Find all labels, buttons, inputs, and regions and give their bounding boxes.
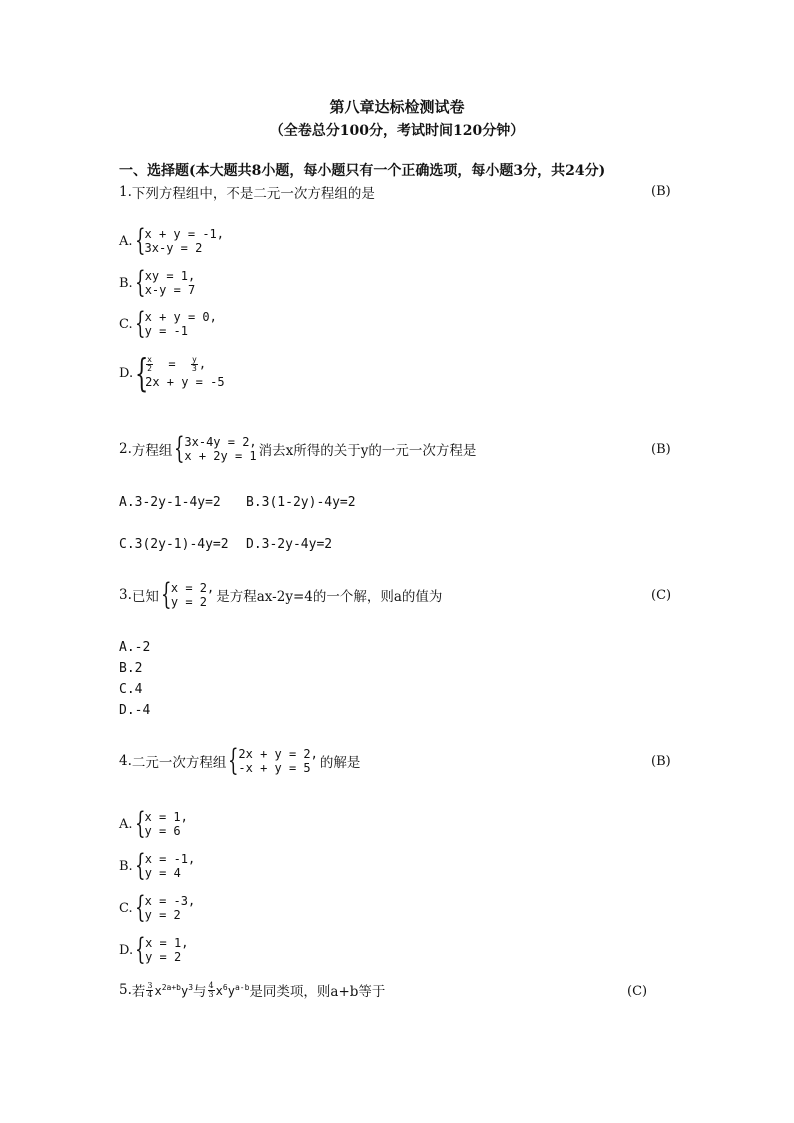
brace-icon: {	[134, 806, 146, 841]
fraction: $\frac{x}{2}$	[147, 354, 152, 373]
equation-line: y = 6	[144, 824, 181, 838]
fraction: $\frac{3}{4}$	[147, 980, 153, 999]
question-4	[119, 743, 361, 778]
option-label: D.	[119, 942, 134, 958]
equation-system	[135, 932, 189, 967]
question-3	[119, 577, 443, 612]
q4-option-b	[119, 848, 197, 883]
question-2	[119, 431, 477, 466]
equation-line: x-y = 7	[144, 283, 196, 297]
option-label: A.	[119, 233, 133, 249]
option-label: C.	[119, 316, 133, 332]
q3-option-a: A.-2	[119, 640, 151, 655]
equation-system	[134, 806, 188, 841]
equation-line: x = 2,	[170, 581, 215, 595]
equation-line: x = -3,	[144, 894, 196, 908]
question-1-answer: (B)	[651, 184, 671, 199]
q4-option-d	[119, 932, 190, 967]
q2-option-d: D.3-2y-4y=2	[246, 537, 333, 552]
q3-option-c: C.4	[119, 682, 143, 697]
equation-system	[134, 890, 196, 925]
term-2: $x^6y^{a-b}$	[215, 982, 250, 998]
equation-system	[174, 431, 257, 466]
q2-option-b: B.3(1-2y)-4y=2	[246, 495, 356, 510]
equation-line: -x + y = 5	[238, 761, 311, 775]
equation-system	[134, 223, 225, 258]
fraction: $\frac{y}{3}$	[192, 354, 197, 373]
brace-icon: {	[135, 351, 149, 395]
page-subtitle: （全卷总分100分，考试时间120分钟）	[269, 123, 525, 139]
q4-option-a	[119, 806, 190, 841]
q2-option-a: A.3-2y-1-4y=2	[119, 495, 221, 510]
equation-line: x + y = 0,	[144, 310, 217, 324]
equation-line: y = 2	[145, 950, 182, 964]
q2-options-row2	[119, 537, 332, 552]
q2-option-c: C.3(2y-1)-4y=2	[119, 537, 229, 552]
question-5	[119, 980, 385, 1000]
q3-option-b: B.2	[119, 661, 143, 676]
equation-line: y = -1	[144, 324, 188, 338]
equation-line: 2x + y = 2,	[238, 747, 318, 761]
question-text: 二元一次方程组	[131, 755, 227, 771]
brace-icon: {	[134, 223, 146, 258]
equation-system	[160, 577, 215, 612]
q4-option-c	[119, 890, 197, 925]
brace-icon: {	[135, 932, 146, 967]
question-text: 方程组	[131, 443, 173, 459]
option-label: D.	[119, 365, 134, 381]
q1-option-d	[119, 351, 227, 395]
q2-options-row1	[119, 495, 356, 510]
option-label: B.	[119, 275, 133, 291]
question-text: 的解是	[319, 755, 361, 771]
equation-line: x = -1,	[144, 852, 196, 866]
question-text: 与	[193, 984, 207, 1000]
question-3-answer: (C)	[651, 588, 672, 603]
equation-line: x + 2y = 1	[184, 449, 257, 463]
option-label: A.	[119, 816, 133, 832]
equation-system	[134, 265, 196, 300]
brace-icon: {	[134, 265, 146, 300]
equation-system	[134, 306, 217, 341]
q1-option-b	[119, 265, 197, 300]
question-text: 是同类项，则a+b等于	[249, 984, 386, 1000]
fraction: $\frac{4}{3}$	[208, 980, 214, 999]
equation-line: y = 2	[170, 595, 208, 609]
question-1	[119, 182, 375, 202]
equation-system	[134, 848, 196, 883]
brace-icon: {	[134, 848, 146, 883]
brace-icon: {	[160, 577, 172, 612]
option-label: C.	[119, 900, 133, 916]
equation-line: xy = 1,	[144, 269, 196, 283]
section-title: 一、选择题(本大题共8小题，每小题只有一个正确选项，每小题3分，共24分)	[119, 163, 606, 179]
question-4-answer: (B)	[651, 754, 671, 769]
option-label: B.	[119, 858, 133, 874]
question-text: 已知	[131, 589, 159, 605]
question-number: 5.	[119, 982, 132, 998]
question-2-answer: (B)	[651, 442, 671, 457]
question-number: 2.	[119, 441, 132, 457]
question-text: 若	[131, 984, 146, 1000]
equation-line: y = 2	[144, 908, 181, 922]
equation-line: x = 1,	[144, 810, 188, 824]
equation-system	[228, 743, 318, 778]
page-title: 第八章达标检测试卷	[329, 98, 465, 116]
equation-system	[135, 351, 225, 395]
question-number: 1.	[119, 184, 132, 200]
q3-option-d: D.-4	[119, 703, 151, 718]
equation-line: x = 1,	[145, 936, 189, 950]
question-number: 3.	[119, 587, 132, 603]
equation-line: x + y = -1,	[144, 227, 225, 241]
brace-icon: {	[134, 890, 146, 925]
question-text: 消去x所得的关于y的一元一次方程是	[258, 443, 477, 459]
question-text: 是方程ax-2y=4的一个解，则a的值为	[216, 589, 443, 605]
brace-icon: {	[134, 306, 146, 341]
equation-line: 3x-y = 2	[144, 241, 203, 255]
question-number: 4.	[119, 753, 132, 769]
question-5-answer: (C)	[627, 984, 648, 999]
term-1: $x^{2a+b}y^3$	[154, 982, 194, 998]
q1-option-a	[119, 223, 226, 258]
question-text: 下列方程组中，不是二元一次方程组的是	[131, 186, 375, 202]
brace-icon: {	[174, 431, 185, 466]
equation-line: y = 4	[144, 866, 181, 880]
equation-line: 2x + y = -5	[145, 375, 225, 389]
brace-icon: {	[228, 743, 239, 778]
equation-line: $\frac{x}{2}$ = $\frac{y}{3}$ ,	[147, 354, 207, 373]
q1-option-c	[119, 306, 219, 341]
equation-line: 3x-4y = 2,	[184, 435, 257, 449]
